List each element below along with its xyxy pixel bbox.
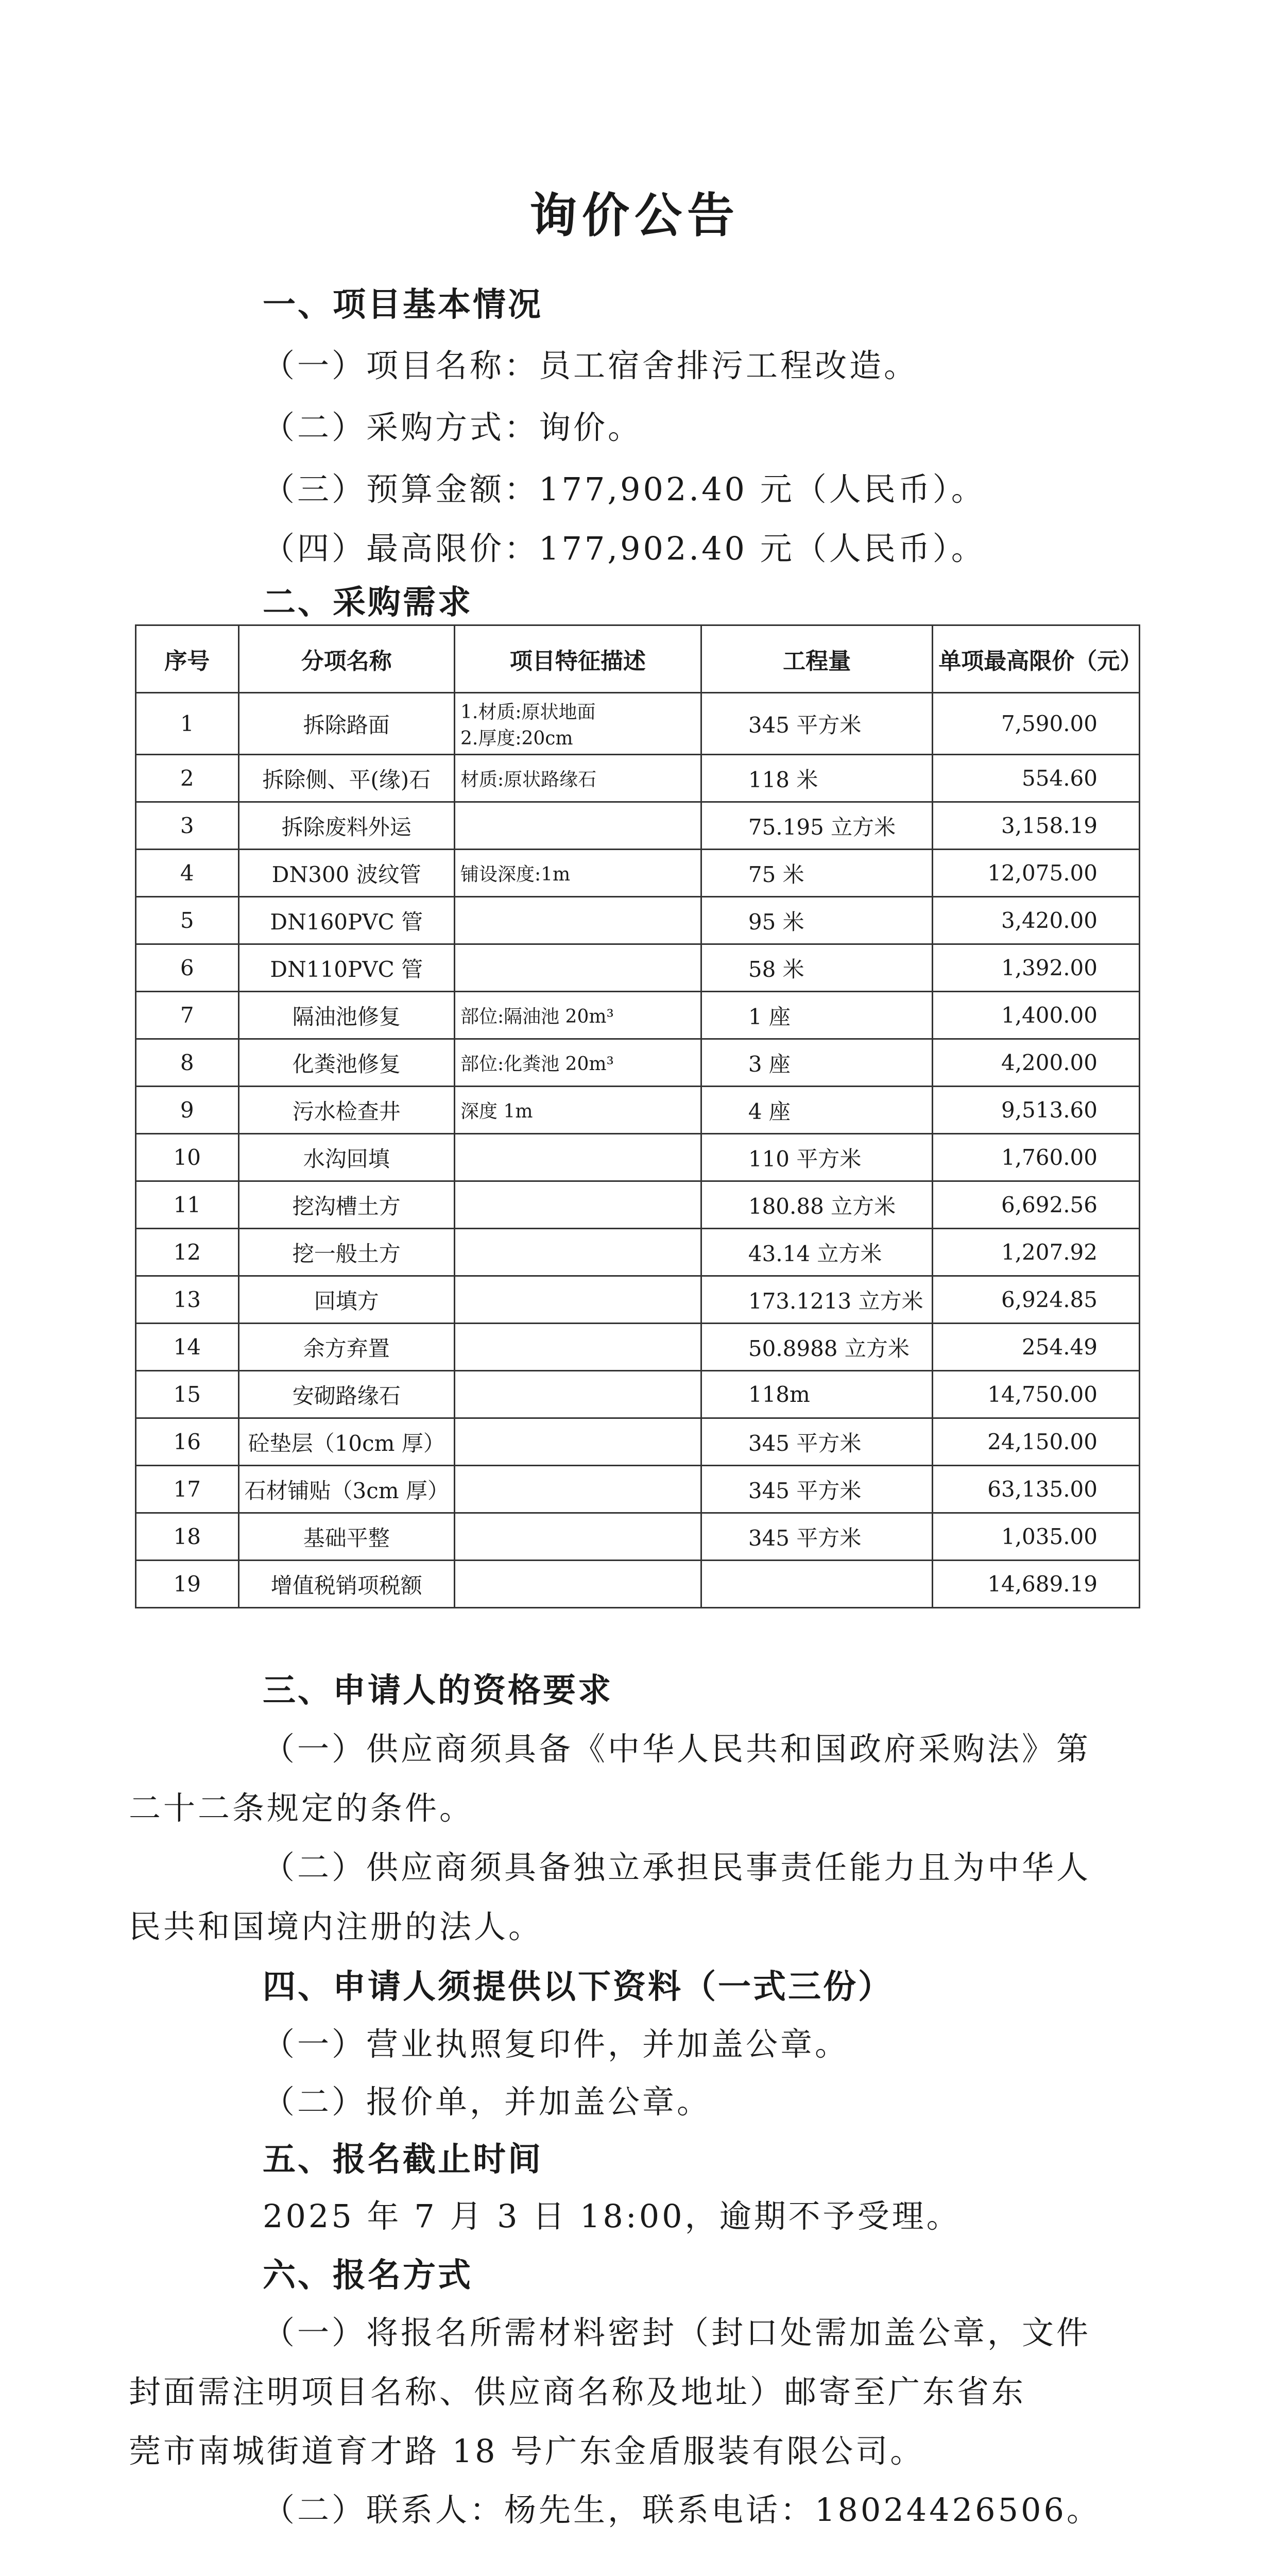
cell-desc xyxy=(454,755,701,802)
table-row xyxy=(136,1466,1140,1513)
cell-name: DN300 波纹管 xyxy=(238,850,454,897)
cell-name: 基础平整 xyxy=(238,1513,454,1561)
table-row xyxy=(136,1134,1140,1181)
table-row xyxy=(136,850,1140,897)
qualification-2-line1: （二）供应商须具备独立承担民事责任能力且为中华人 xyxy=(263,1849,1091,1886)
cell-desc-line: 材质:原状路缘石 xyxy=(460,769,597,790)
cell-price: 254.49 xyxy=(933,1324,1140,1371)
cell-price: 1,207.92 xyxy=(933,1229,1140,1276)
cell-no: 19 xyxy=(136,1561,239,1608)
requirements-table xyxy=(135,624,1143,1608)
cell-name: 回填方 xyxy=(238,1276,454,1324)
table-body xyxy=(136,693,1140,1608)
cell-price: 14,689.19 xyxy=(933,1561,1140,1608)
section3-heading: 三、申请人的资格要求 xyxy=(263,1672,613,1710)
cell-desc xyxy=(454,1181,701,1229)
cell-no: 13 xyxy=(136,1276,239,1324)
cell-desc-line: 铺设深度:1m xyxy=(460,864,571,885)
section5-heading: 五、报名截止时间 xyxy=(263,2141,543,2179)
cell-no: 8 xyxy=(136,1039,239,1087)
cell-desc xyxy=(454,897,701,944)
section4-heading: 四、申请人须提供以下资料（一式三份） xyxy=(263,1968,893,2006)
cell-desc-line: 部位:隔油池 20m³ xyxy=(460,1006,614,1027)
cell-price: 12,075.00 xyxy=(933,850,1140,897)
cell-no: 18 xyxy=(136,1513,239,1561)
qualification-1-line1: （一）供应商须具备《中华人民共和国政府采购法》第 xyxy=(263,1730,1091,1768)
cell-price: 554.60 xyxy=(933,755,1140,802)
cell-no: 12 xyxy=(136,1229,239,1276)
section6-heading: 六、报名方式 xyxy=(263,2257,473,2295)
table-row xyxy=(136,1513,1140,1561)
cell-price: 24,150.00 xyxy=(933,1418,1140,1466)
cell-name: 拆除废料外运 xyxy=(238,802,454,850)
cell-no: 9 xyxy=(136,1087,239,1134)
cell-qty: 118 米 xyxy=(701,755,932,802)
header-desc: 项目特征描述 xyxy=(454,625,701,693)
cell-no: 11 xyxy=(136,1181,239,1229)
cell-desc xyxy=(454,1418,701,1466)
header-qty: 工程量 xyxy=(701,625,932,693)
header-no: 序号 xyxy=(136,625,239,693)
cell-price: 4,200.00 xyxy=(933,1039,1140,1087)
cell-name: 拆除侧、平(缘)石 xyxy=(238,755,454,802)
cell-price: 6,924.85 xyxy=(933,1276,1140,1324)
cell-qty: 95 米 xyxy=(701,897,932,944)
table-row xyxy=(136,1087,1140,1134)
cell-desc xyxy=(454,1039,701,1087)
cell-qty: 3 座 xyxy=(701,1039,932,1087)
cell-price: 1,392.00 xyxy=(933,944,1140,992)
cell-qty: 345 平方米 xyxy=(701,693,932,755)
cell-price: 1,400.00 xyxy=(933,992,1140,1039)
cell-no: 1 xyxy=(136,693,239,755)
cell-qty: 345 平方米 xyxy=(701,1466,932,1513)
max-price-line: （四）最高限价：177,902.40 元（人民币）。 xyxy=(263,530,986,567)
cell-qty: 110 平方米 xyxy=(701,1134,932,1181)
table-row xyxy=(136,1229,1140,1276)
cell-no: 15 xyxy=(136,1371,239,1418)
table-row xyxy=(136,1181,1140,1229)
table-row xyxy=(136,802,1140,850)
table-row xyxy=(136,1276,1140,1324)
cell-price: 9,513.60 xyxy=(933,1087,1140,1134)
material-1-line: （一）营业执照复印件，并加盖公章。 xyxy=(263,2025,850,2063)
cell-desc xyxy=(454,1087,701,1134)
cell-desc xyxy=(454,1371,701,1418)
cell-qty xyxy=(701,1561,932,1608)
procurement-method-line: （二）采购方式：询价。 xyxy=(263,409,643,446)
qualification-1-line2: 二十二条规定的条件。 xyxy=(129,1789,474,1827)
cell-desc xyxy=(454,1229,701,1276)
cell-desc xyxy=(454,1466,701,1513)
cell-qty: 50.8988 立方米 xyxy=(701,1324,932,1371)
cell-name: 砼垫层（10cm 厚） xyxy=(238,1418,454,1466)
cell-no: 2 xyxy=(136,755,239,802)
table-row xyxy=(136,1039,1140,1087)
cell-no: 7 xyxy=(136,992,239,1039)
cell-desc xyxy=(454,944,701,992)
table-row xyxy=(136,1418,1140,1466)
project-name-line: （一）项目名称：员工宿舍排污工程改造。 xyxy=(263,347,919,384)
budget-line: （三）预算金额：177,902.40 元（人民币）。 xyxy=(263,470,986,508)
cell-desc xyxy=(454,850,701,897)
table-header-row xyxy=(136,625,1140,693)
cell-name: DN110PVC 管 xyxy=(238,944,454,992)
cell-name: 拆除路面 xyxy=(238,693,454,755)
registration-1-line3: 莞市南城街道育才路 18 号广东金盾服装有限公司。 xyxy=(129,2432,925,2470)
registration-1-line2: 封面需注明项目名称、供应商名称及地址）邮寄至广东省东 xyxy=(129,2373,1026,2411)
cell-desc xyxy=(454,1276,701,1324)
table-row xyxy=(136,1561,1140,1608)
cell-no: 10 xyxy=(136,1134,239,1181)
cell-qty: 75 米 xyxy=(701,850,932,897)
cell-desc xyxy=(454,1513,701,1561)
cell-no: 16 xyxy=(136,1418,239,1466)
cell-name: DN160PVC 管 xyxy=(238,897,454,944)
section2-heading: 二、采购需求 xyxy=(263,584,473,622)
cell-desc xyxy=(454,802,701,850)
cell-name: 挖沟槽土方 xyxy=(238,1181,454,1229)
page-title: 询价公告 xyxy=(529,188,740,243)
cell-no: 17 xyxy=(136,1466,239,1513)
cell-name: 余方弃置 xyxy=(238,1324,454,1371)
table-row xyxy=(136,1371,1140,1418)
cell-qty: 1 座 xyxy=(701,992,932,1039)
cell-qty: 118m xyxy=(701,1371,932,1418)
cell-no: 14 xyxy=(136,1324,239,1371)
contact-line: （二）联系人：杨先生，联系电话：18024426506。 xyxy=(263,2491,1101,2529)
cell-qty: 4 座 xyxy=(701,1087,932,1134)
cell-price: 6,692.56 xyxy=(933,1181,1140,1229)
cell-no: 6 xyxy=(136,944,239,992)
cell-name: 污水检查井 xyxy=(238,1087,454,1134)
cell-name: 石材铺贴（3cm 厚） xyxy=(238,1466,454,1513)
table-row xyxy=(136,992,1140,1039)
cell-name: 化粪池修复 xyxy=(238,1039,454,1087)
material-2-line: （二）报价单，并加盖公章。 xyxy=(263,2083,712,2121)
cell-name: 增值税销项税额 xyxy=(238,1561,454,1608)
cell-price: 14,750.00 xyxy=(933,1371,1140,1418)
cell-desc-line: 1.材质:原状地面 xyxy=(460,701,596,723)
cell-price: 63,135.00 xyxy=(933,1466,1140,1513)
cell-desc-line: 2.厚度:20cm xyxy=(460,727,573,749)
table-row xyxy=(136,897,1140,944)
cell-qty: 58 米 xyxy=(701,944,932,992)
cell-price: 3,420.00 xyxy=(933,897,1140,944)
cell-qty: 43.14 立方米 xyxy=(701,1229,932,1276)
cell-no: 5 xyxy=(136,897,239,944)
cell-desc xyxy=(454,992,701,1039)
cell-price: 7,590.00 xyxy=(933,693,1140,755)
cell-qty: 180.88 立方米 xyxy=(701,1181,932,1229)
cell-no: 3 xyxy=(136,802,239,850)
cell-name: 隔油池修复 xyxy=(238,992,454,1039)
cell-desc xyxy=(454,1134,701,1181)
cell-no: 4 xyxy=(136,850,239,897)
cell-price: 3,158.19 xyxy=(933,802,1140,850)
cell-name: 挖一般土方 xyxy=(238,1229,454,1276)
cell-qty: 173.1213 立方米 xyxy=(701,1276,932,1324)
cell-desc xyxy=(454,1561,701,1608)
header-price: 单项最高限价（元） xyxy=(933,625,1140,693)
cell-price: 1,760.00 xyxy=(933,1134,1140,1181)
table-row xyxy=(136,755,1140,802)
cell-price: 1,035.00 xyxy=(933,1513,1140,1561)
cell-desc xyxy=(454,693,701,755)
deadline-line: 2025 年 7 月 3 日 18:00，逾期不予受理。 xyxy=(263,2197,961,2235)
cell-name: 水沟回填 xyxy=(238,1134,454,1181)
table-row xyxy=(136,1324,1140,1371)
cell-desc-line: 深度 1m xyxy=(460,1101,533,1122)
cell-qty: 345 平方米 xyxy=(701,1513,932,1561)
section1-heading: 一、项目基本情况 xyxy=(263,286,543,324)
cell-name: 安砌路缘石 xyxy=(238,1371,454,1418)
registration-1-line1: （一）将报名所需材料密封（封口处需加盖公章，文件 xyxy=(263,2314,1091,2351)
cell-desc xyxy=(454,1324,701,1371)
table-row xyxy=(136,693,1140,755)
cell-desc-line: 部位:化粪池 20m³ xyxy=(460,1054,614,1075)
qualification-2-line2: 民共和国境内注册的法人。 xyxy=(129,1908,543,1945)
cell-qty: 345 平方米 xyxy=(701,1418,932,1466)
table-row xyxy=(136,944,1140,992)
header-name: 分项名称 xyxy=(238,625,454,693)
cell-qty: 75.195 立方米 xyxy=(701,802,932,850)
